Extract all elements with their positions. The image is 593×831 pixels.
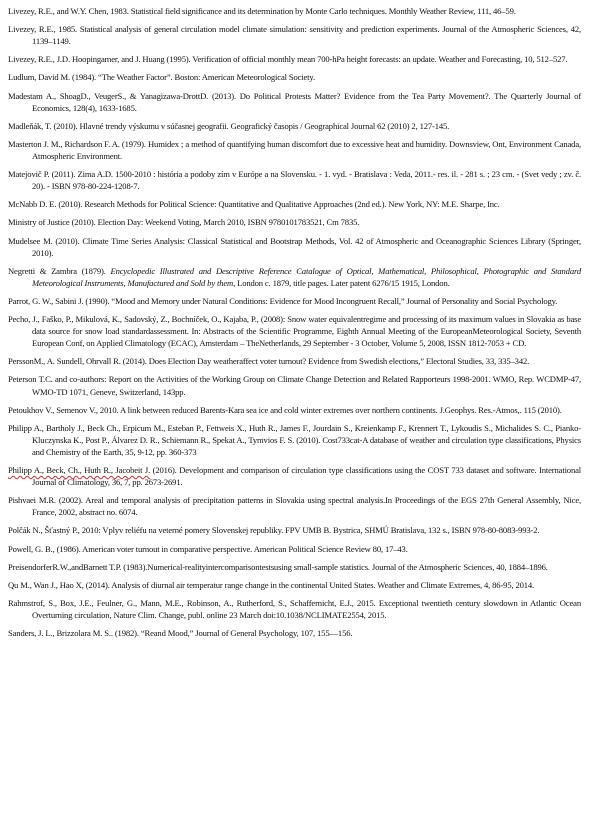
reference-lead: Philipp A., Beck, Ch., Huth R., Jacobeit J. bbox=[8, 465, 151, 476]
reference-entry bbox=[8, 464, 581, 488]
reference-entry: PreisendorferR.W.,andBarnett T.P. (1983).Numerical-realityintercomparisontestsusing small-sample statistics. Journal of the Atmospheric Sciences, 40, 1884–1896. bbox=[8, 561, 548, 572]
reference-entry: Qu M., Wan J., Hao X, (2014). Analysis of diurnal air temperatur range change in the continental United States. Weather and Climate Extremes, 4, 86-95, 2014. bbox=[8, 579, 535, 590]
reference-entry: Madestam A., ShoagD., VeugerS., & Yanagizawa-DrottD. (2013). Do Political Protests Matter? Evidence from the Tea Party Movement?. The Quarterly Journal of Economics, 128(4), 1633-1685. bbox=[8, 90, 581, 113]
reference-entry bbox=[8, 265, 581, 289]
reference-entry: Pishvaei M.R. (2002). Areal and temporal analysis of precipitation patterns in Slovakia using spectral analysis.In Proceedings of the EGS 27th General Assembly, Nice, France, 2002, abstract no. 6074. bbox=[8, 495, 581, 518]
reference-entry: PerssonM., A. Sundell, Ohrvall R. (2014). Does Election Day weatheraffect voter turnout? Evidence from Swedish elections,” Electoral Studies, 33, 335–342. bbox=[8, 356, 530, 367]
reference-entry: Pecho, J., Faško, P., Mikulová, K., Sadovský, Z., Bochníček, O., Kajaba, P., (2008): Snow water equivalentregime and processing of its maximum values in Slovakia as base data source for snow load standardassessment. In: Abstracts of the Scientific Programme, Eighth Annual Meeting of the EuropeanMeteorological Society, Seventh European Conf, on Applied Climatology (ECAC), Amsterdam – TheNetherlands, 29 September - 3 October, Volume 5, 2008, ISSN 1812-7053 + CD. bbox=[8, 314, 581, 349]
reference-entry: Parrot, G. W., Sabini J. (1990). “Mood and Memory under Natural Conditions: Evidence for Mood Incongruent Recall,” Journal of Personality and Social Psychology. bbox=[8, 295, 558, 306]
reference-entry: Madleňák, T. (2010). Hlavné trendy výskumu v súčasnej geografii. Geografický časopis / Geographical Journal 62 (2010) 2, 127-145. bbox=[8, 120, 450, 131]
reference-entry: Livezey, R.E., J.D. Hoopingamer, and J. Huang (1995). Verification of official monthly mean 700-hPa height forecasts: an update. Weather and Forecasting, 10, 512–527. bbox=[8, 54, 568, 65]
reference-tail: London c. 1879, title pages. Later patent 6276/15 1915, London. bbox=[235, 277, 450, 288]
reference-entry: Polčák N., Šťastný P., 2010: Vplyv reliéfu na veterné pomery Slovenskej republiky. FPV UMB B. Bystrica, SHMÚ Bratislava, 132 s., ISBN 978-80-8083-993-2. bbox=[8, 525, 540, 536]
reference-lead: Negretti & Zambra (1879). bbox=[8, 265, 111, 276]
reference-entry: Matejovič P. (2011). Zima A.D. 1500-2010 : história a podoby zím v Európe a na Slovensku. - 1. vyd. - Bratislava : Veda, 2011.- res. il. - 281 s. ; 23 cm. - (Svet vedy ; zv. č. 20). - ISBN 978-80-224-1208-7. bbox=[8, 169, 581, 192]
reference-italic-title: Encyclopedic Illustrated and Descriptive Reference Catalogue of Optical, Mathematical, Philosophical, Photographic and Standard Meteorological Instruments, Manufactured and Sold by them, bbox=[32, 265, 581, 288]
reference-entry: Sanders, J. L., Brizzolara M. S.. (1982). “Reand Mood,” Journal of General Psychology, 107, 155—156. bbox=[8, 628, 353, 639]
reference-entry: Masterton J. M., Richardson F. A. (1979). Humidex ; a method of quantifying human discomfort due to excessive heat and humidity. Downsview, Ont, Environment Canada, Atmospheric Environment. bbox=[8, 138, 581, 161]
reference-entry: McNabb D. E. (2010). Research Methods for Political Science: Quantitative and Qualitative Approaches (2nd ed.). New York, NY: M.E. Sharpe, Inc. bbox=[8, 199, 500, 210]
reference-entry: Rahmstrof, S., Box, J.E., Feulner, G., Mann, M.E., Robinson, A., Rutherford, S., Schaffernicht, E.J., 2015. Exceptional twentieth century slowdown in Atlantic Ocean Overturning circulation, Nature Clim. Change, publ. online 23 March doi:10.1038/NCLIMATE2554, 2015. bbox=[8, 597, 581, 621]
reference-entry: Ludlum, David M. (1984). “The Weather Factor”. Boston: American Meteorological Society. bbox=[8, 72, 316, 83]
reference-entry: Philipp A., Bartholy J., Beck Ch., Erpicum M., Esteban P., Fettweis X., Huth R., James F., Jourdain S., Kreienkamp F., Krennert T., Lykoudis S., Michalides S. C., Pianko-Kluczynska K., Post P., Álvarez D. R., Schiemann R., Spekat A., Tymvios F. S. (2010). Cost733cat-A database of weather and circulation type classifications, Physics and Chemistry of the Earth, 35, 9-12, pp. 360-373 bbox=[8, 422, 581, 457]
reference-entry: Peterson T.C. and co-authors: Report on the Activities of the Working Group on Climate Change Detection and Related Rapporteurs 1998-2001. WMO, Rep. WCDMP-47, WMO-TD 1071, Geneve, Switzerland, 143pp. bbox=[8, 374, 581, 397]
reference-entry: Livezey, R.E., and W.Y. Chen, 1983. Statistical field significance and its determination by Monte Carlo techniques. Monthly Weather Review, 111, 46–59. bbox=[8, 6, 516, 16]
reference-tail: (2016). Development and comparison of circulation type classifications using the COST 733 dataset and software. International Journal of Climatology, 36, 7, pp. 2673-2691. bbox=[32, 465, 582, 488]
reference-entry: Livezey, R.E., 1985. Statistical analysis of general circulation model climate simulation: sensitivity and prediction experiments. Journal of the Atmospheric Sciences, 42, 1139–1149. bbox=[8, 24, 581, 47]
reference-entry: Powell, G. B., (1986). American voter turnout in comparative perspective. American Political Science Review 80, 17–43. bbox=[8, 543, 408, 554]
reference-entry: Mudelsee M. (2010). Climate Time Series Analysis: Classical Statistical and Bootstrap Methods, Vol. 42 of Atmospheric and Oceanographic Sciences Library (Springer, 2010). bbox=[8, 235, 581, 258]
reference-entry: Petoukhov V., Semenov V., 2010. A link between reduced Barents-Kara sea ice and cold winter extremes over northern continents. J.Geophys. Res.-Atmos,. 115 (2010). bbox=[8, 404, 562, 415]
reference-entry: Ministry of Justice (2010). Election Day: Weekend Voting, March 2010, ISBN 9780101783521, Cm 7835. bbox=[8, 217, 360, 228]
